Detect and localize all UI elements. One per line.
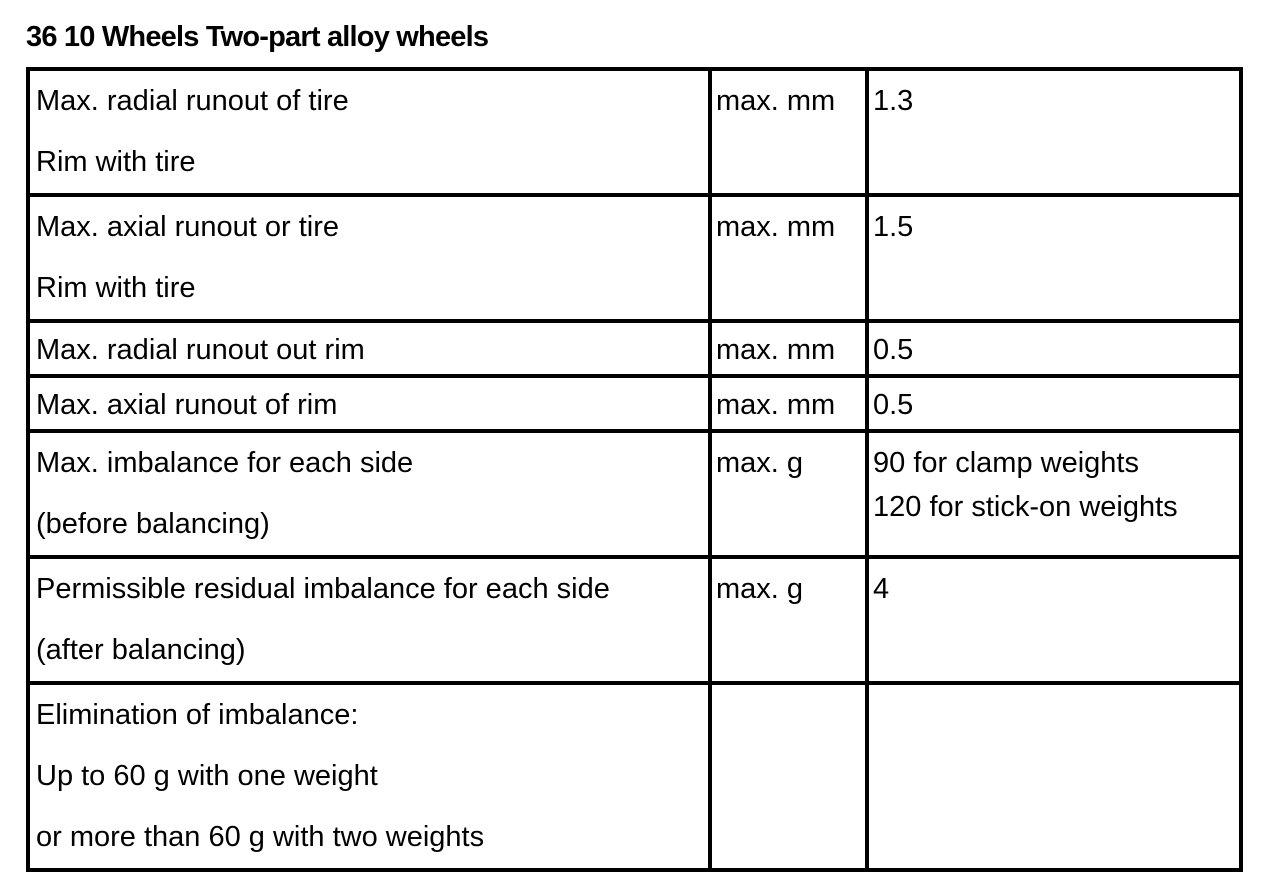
unit-cell — [710, 195, 867, 321]
description-line: (after balancing) — [36, 634, 246, 666]
unit-text: max. mm — [716, 389, 836, 421]
description-line: Rim with tire — [36, 146, 196, 178]
description-cell — [28, 557, 710, 683]
table-row — [28, 431, 1241, 557]
wheel-spec-table — [26, 67, 1243, 872]
value-cell — [867, 195, 1241, 321]
description-cell — [28, 376, 710, 431]
unit-cell — [710, 321, 867, 376]
value-cell — [867, 69, 1241, 195]
value-cell — [867, 431, 1241, 557]
value-text: 0.5 — [873, 334, 914, 366]
description-line: Max. radial runout of tire — [36, 85, 349, 117]
description-line: Up to 60 g with one weight — [36, 760, 378, 792]
table-row — [28, 69, 1241, 195]
page-title: 36 10 Wheels Two-part alloy wheels — [26, 21, 489, 53]
value-text: 90 for clamp weights — [873, 447, 1139, 479]
unit-text: max. g — [716, 573, 804, 605]
unit-text: max. mm — [716, 334, 836, 366]
value-text: 4 — [873, 573, 890, 605]
description-cell — [28, 195, 710, 321]
description-cell — [28, 683, 710, 870]
table-row — [28, 557, 1241, 683]
table-row — [28, 376, 1241, 431]
value-cell — [867, 683, 1241, 870]
unit-cell — [710, 557, 867, 683]
unit-cell — [710, 69, 867, 195]
value-text: 0.5 — [873, 389, 914, 421]
table-row — [28, 195, 1241, 321]
value-text: 1.3 — [873, 85, 914, 117]
description-line: Max. axial runout of rim — [36, 389, 338, 421]
description-cell — [28, 431, 710, 557]
description-line: or more than 60 g with two weights — [36, 821, 485, 853]
description-line: Rim with tire — [36, 272, 196, 304]
description-line: Max. radial runout out rim — [36, 334, 365, 366]
table-row — [28, 683, 1241, 870]
unit-cell — [710, 683, 867, 870]
value-cell — [867, 321, 1241, 376]
unit-text: max. mm — [716, 211, 836, 243]
unit-cell — [710, 431, 867, 557]
value-text: 120 for stick-on weights — [873, 491, 1178, 523]
value-cell — [867, 557, 1241, 683]
description-line: Max. imbalance for each side — [36, 447, 414, 479]
description-cell — [28, 321, 710, 376]
description-cell — [28, 69, 710, 195]
value-cell — [867, 376, 1241, 431]
unit-text: max. mm — [716, 85, 836, 117]
unit-text: max. g — [716, 447, 804, 479]
unit-cell — [710, 376, 867, 431]
description-line: Permissible residual imbalance for each side — [36, 573, 610, 605]
value-text: 1.5 — [873, 211, 914, 243]
description-line: Max. axial runout or tire — [36, 211, 340, 243]
unit-text — [716, 685, 865, 746]
table-row — [28, 321, 1241, 376]
description-line: Elimination of imbalance: — [36, 699, 359, 731]
description-line: (before balancing) — [36, 508, 270, 540]
